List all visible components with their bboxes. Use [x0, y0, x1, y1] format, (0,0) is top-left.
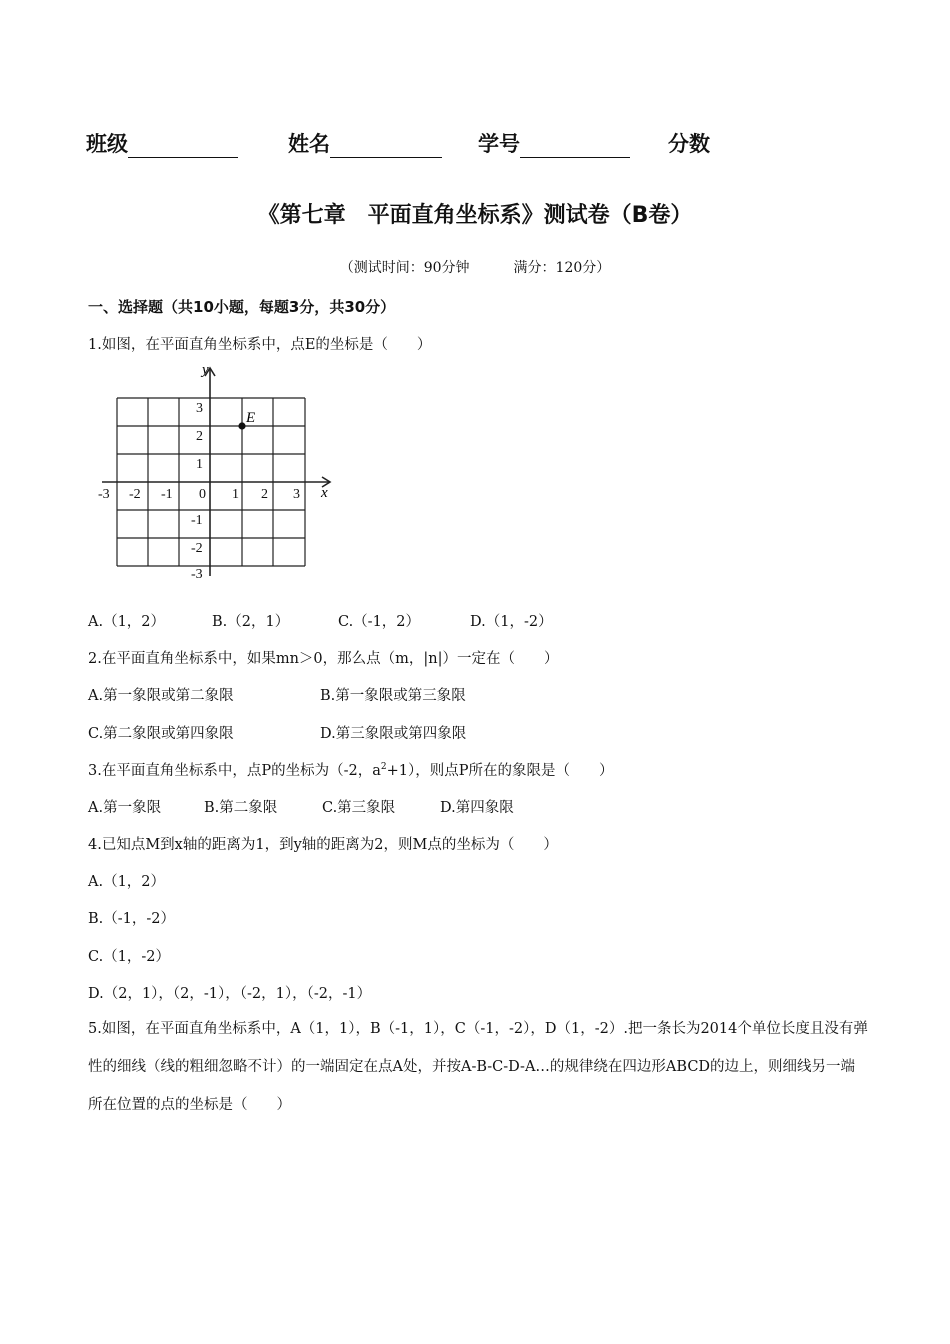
q3-option-d[interactable]: D.第四象限 [440, 800, 514, 816]
subtitle [0, 257, 950, 277]
q3-exponent: 2 [380, 762, 387, 773]
y-tick-label: 3 [196, 401, 203, 416]
q2-option-a[interactable]: A.第一象限或第二象限 [88, 688, 234, 704]
question-3-stem [88, 759, 613, 780]
question-5-stem: 5.如图，在平面直角坐标系中，A（1，1），B（-1，1），C（-1，-2），D（1，-2）.把一条长为2014个单位长度且没有弹性的细线（线的粗细忽略不计）的一端固定在点A处，并按A-B-C-D-A…的规律绕在四边形ABCD的边上，则细线另一端所在位置的点的坐标是（ ） [88, 1021, 868, 1113]
x-tick-label: -3 [98, 487, 110, 502]
score-field [668, 128, 710, 158]
question-1-stem: 1.如图，在平面直角坐标系中，点E的坐标是（ ） [88, 337, 432, 353]
point-e-label: E [246, 410, 256, 426]
id-blank [520, 135, 630, 158]
x-tick-label: -1 [161, 487, 173, 502]
q1-option-c[interactable]: C.（-1，2） [338, 614, 421, 630]
axes [102, 368, 330, 576]
q1-option-b[interactable]: B.（2，1） [212, 614, 290, 630]
x-tick-label: 0 [199, 487, 206, 502]
q1-option-d[interactable]: D.（1，-2） [470, 614, 553, 630]
y-tick-label: -3 [191, 567, 203, 582]
score-label: 分数 [668, 132, 710, 156]
q3-stem-part2: +1），则点P所在的象限是（ ） [386, 763, 614, 779]
q1-option-a[interactable]: A.（1，2） [88, 614, 166, 630]
q4-option-b[interactable]: B.（-1，-2） [88, 911, 176, 927]
q4-option-a[interactable]: A.（1，2） [88, 874, 166, 890]
coordinate-grid-figure [92, 360, 342, 582]
x-tick-label: 2 [261, 487, 268, 502]
id-field [478, 128, 630, 158]
class-blank [128, 135, 238, 158]
test-time: （测试时间：90分钟 [339, 260, 470, 276]
q3-stem-part1: 3.在平面直角坐标系中，点P的坐标为（-2，a [88, 763, 381, 779]
x-axis-label: x [321, 485, 328, 501]
x-tick-label: -2 [129, 487, 141, 502]
x-tick-label: 1 [232, 487, 239, 502]
class-field [86, 128, 238, 158]
q4-option-c[interactable]: C.（1，-2） [88, 949, 171, 965]
section-heading: 一、选择题（共10小题，每题3分，共30分） [88, 298, 396, 316]
q4-option-d[interactable]: D.（2，1），（2，-1），（-2，1），（-2，-1） [88, 986, 372, 1002]
question-2-stem: 2.在平面直角坐标系中，如果mn＞0，那么点（m，|n|）一定在（ ） [88, 651, 559, 667]
point-e [238, 422, 245, 429]
y-tick-label: 1 [196, 457, 203, 472]
name-label: 姓名 [288, 132, 330, 156]
id-label: 学号 [478, 132, 520, 156]
q3-option-b[interactable]: B.第二象限 [204, 800, 278, 816]
name-field [288, 128, 442, 158]
name-blank [330, 135, 442, 158]
y-tick-label: -2 [191, 541, 203, 556]
question-4-stem: 4.已知点M到x轴的距离为1，到y轴的距离为2，则M点的坐标为（ ） [88, 837, 558, 853]
page-title: 《第七章 平面直角坐标系》测试卷（B卷） [257, 203, 693, 228]
y-tick-label: 2 [196, 429, 203, 444]
q3-option-a[interactable]: A.第一象限 [88, 800, 162, 816]
q2-option-b[interactable]: B.第一象限或第三象限 [320, 688, 466, 704]
class-label: 班级 [86, 132, 128, 156]
full-score: 满分：120分） [513, 260, 611, 276]
y-tick-label: -1 [191, 513, 203, 528]
q2-option-d[interactable]: D.第三象限或第四象限 [320, 726, 467, 742]
q3-option-c[interactable]: C.第三象限 [322, 800, 396, 816]
q2-option-c[interactable]: C.第二象限或第四象限 [88, 726, 234, 742]
y-axis-label: y [202, 362, 209, 378]
x-tick-label: 3 [293, 487, 300, 502]
